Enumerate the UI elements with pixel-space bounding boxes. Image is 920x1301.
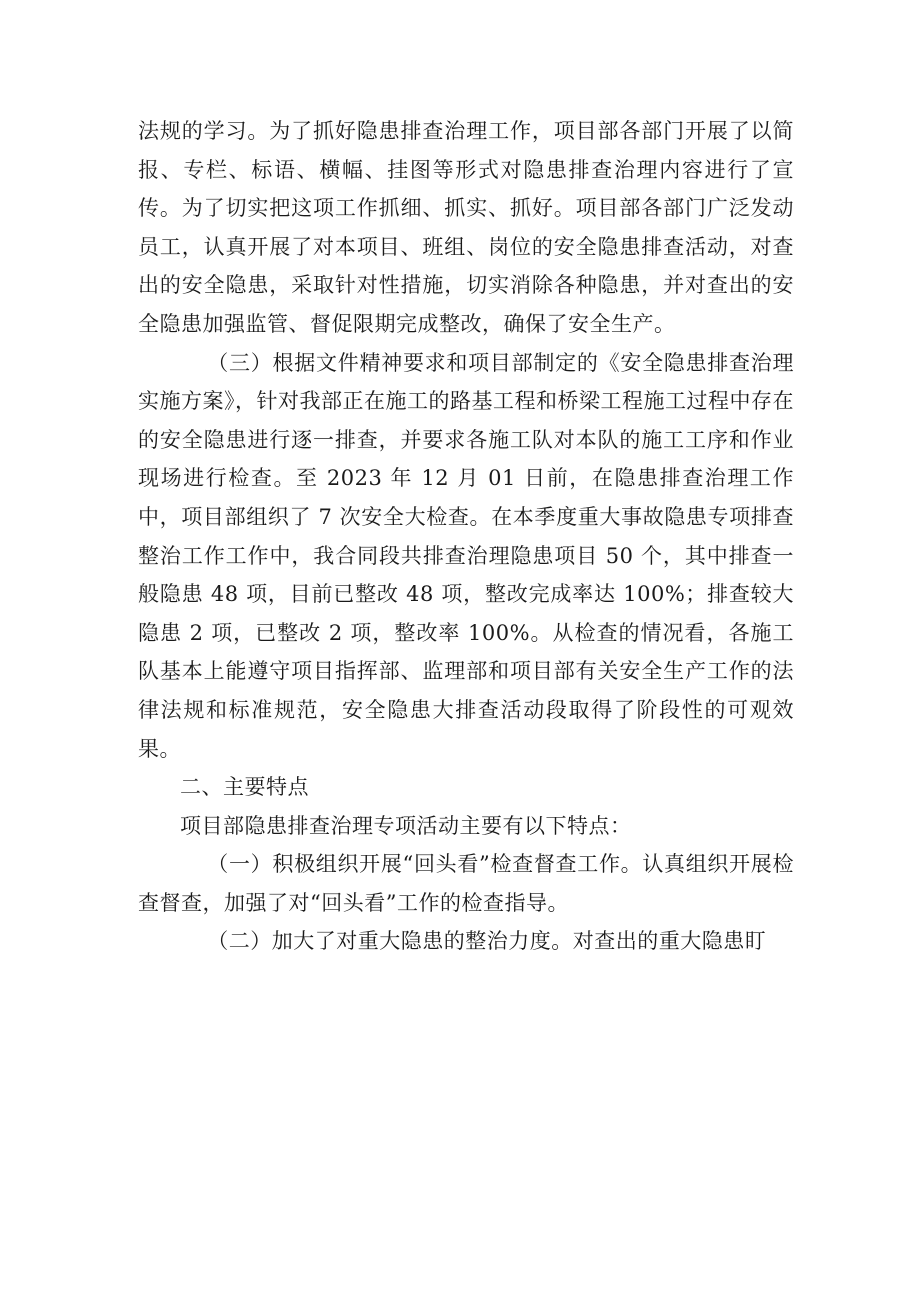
paragraph-continuation: 法规的学习。为了抓好隐患排查治理工作，项目部各部门开展了以简报、专栏、标语、横幅、挂图等形式对隐患排查治理内容进行了宣传。为了切实把这项工作抓细、抓实、抓好。项目部各部门广泛发动员工，认真开展了对本项目、班组、岗位的安全隐患排查活动，对查出的安全隐患，采取针对性措施，切实消除各种隐患，并对查出的安全隐患加强监管、督促限期完成整改，确保了安全生产。 <box>138 119 794 336</box>
paragraph-feature-one: （一）积极组织开展“回头看”检查督查工作。认真组织开展检查督查，加强了对“回头看”工作的检查指导。 <box>138 852 794 915</box>
paragraph-features-intro: 项目部隐患排查治理专项活动主要有以下特点： <box>180 813 632 838</box>
paragraph-section-three: （三）根据文件精神要求和项目部制定的《安全隐患排查治理实施方案》，针对我部正在施工的路基工程和桥梁工程施工过程中存在的安全隐患进行逐一排查，并要求各施工队对本队的施工工序和作业现场进行检查。至 2023 年 12 月 01 日前，在隐患排查治理工作中，项目部组织了 7 次安全大检查。在本季度重大事故隐患专项排查整治工作工作中，我合同段共排查治理隐患项目 50 个，其中排查一般隐患 48 项，目前已整改 48 项，整改完成率达 100%；排查较大隐患 2 项，已整改 2 项，整改率 100%。从检查的情况看，各施工队基本上能遵守项目指挥部、监理部和项目部有关安全生产工作的法律法规和标准规范，安全隐患大排查活动段取得了阶段性的可观效果。 <box>138 350 794 761</box>
paragraph-feature-two: （二）加大了对重大隐患的整治力度。对查出的重大隐患盯 <box>207 929 767 954</box>
document-body <box>138 112 794 961</box>
section-heading-main-features: 二、主要特点 <box>180 775 309 800</box>
